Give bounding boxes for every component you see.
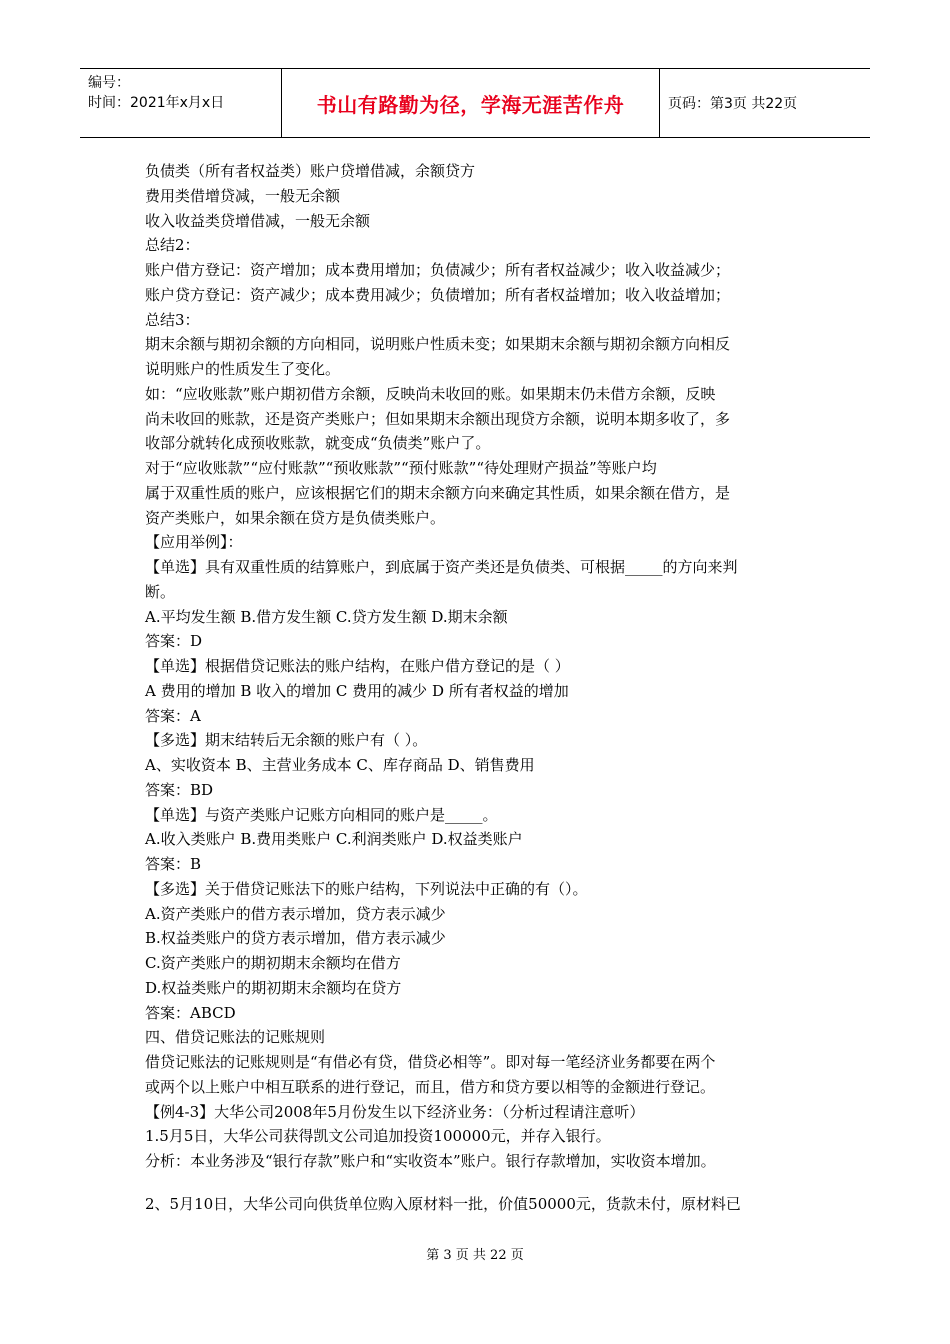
body-line: 收入收益类贷增借减，一般无余额: [145, 211, 371, 230]
body-line: 属于双重性质的账户，应该根据它们的期末余额方向来确定其性质，如果余额在借方，是: [145, 483, 731, 502]
body-line: 2、5月10日，大华公司向供货单位购入原材料一批，价值50000元，货款未付，原材料已: [145, 1194, 741, 1213]
body-line: 【多选】期末结转后无余额的账户有（ ）。: [145, 731, 428, 750]
document-date-label: 时间：2021年x月x日: [88, 95, 225, 111]
header-page-label: 页码：第3页 共22页: [668, 96, 798, 112]
body-line: 答案：BD: [145, 780, 214, 799]
body-line: 【多选】关于借贷记账法下的账户结构，下列说法中正确的有（）。: [145, 879, 588, 898]
body-line: 1.5月5日，大华公司获得凯文公司追加投资100000元，并存入银行。: [145, 1127, 611, 1146]
body-line: 或两个以上账户中相互联系的进行登记，而且，借方和贷方要以相等的金额进行登记。: [145, 1077, 716, 1096]
header-info-cell: [80, 69, 282, 137]
body-line: 说明账户的性质发生了变化。: [145, 360, 341, 378]
document-body: [145, 159, 813, 1217]
body-line: 账户借方登记：资产增加；成本费用增加；负债减少；所有者权益减少；收入收益减少；: [145, 261, 731, 279]
body-line: A 费用的增加 B 收入的增加 C 费用的减少 D 所有者权益的增加: [145, 681, 569, 700]
body-line: D.权益类账户的期初期末余额均在贷方: [145, 978, 402, 997]
body-line: 答案：ABCD: [145, 1003, 236, 1022]
body-line: 【单选】与资产类账户记账方向相同的账户是_____。: [145, 805, 498, 824]
body-line: 对于“应收账款”“应付账款”“预收账款”“预付账款”“待处理财产损益”等账户均: [145, 459, 657, 477]
header-motto: 书山有路勤为径，学海无涯苦作舟: [316, 92, 625, 117]
page-footer: 第 3 页 共 22 页: [426, 1248, 524, 1263]
body-line: A、实收资本 B、主营业务成本 C、库存商品 D、销售费用: [145, 756, 535, 774]
header-motto-cell: [282, 69, 660, 137]
document-number-label: 编号：: [88, 75, 130, 91]
body-line: 【单选】根据借贷记账法的账户结构，在账户借方登记的是（ ）: [145, 657, 570, 675]
body-line: 收部分就转化成预收账款，就变成“负债类”账户了。: [145, 434, 491, 453]
body-line: 【应用举例】：: [145, 533, 243, 552]
body-line: 负债类（所有者权益类）账户贷增借减，余额贷方: [145, 162, 476, 180]
body-line: A.资产类账户的借方表示增加，贷方表示减少: [145, 904, 446, 923]
body-line: B.权益类账户的贷方表示增加，借方表示减少: [145, 929, 446, 948]
body-line: 总结2：: [145, 236, 200, 255]
body-line: 尚未收回的账款，还是资产类账户；但如果期末余额出现贷方余额，说明本期多收了，多: [145, 409, 731, 428]
body-line: 账户贷方登记：资产减少；成本费用减少；负债增加；所有者权益增加；收入收益增加；: [145, 285, 731, 304]
body-line: A.收入类账户 B.费用类账户 C.利润类账户 D.权益类账户: [145, 830, 523, 849]
body-line: 答案：B: [145, 855, 202, 873]
body-line: 期末余额与期初余额的方向相同，说明账户性质未变；如果期末余额与期初余额方向相反: [145, 335, 731, 354]
body-line: 答案：A: [145, 706, 201, 725]
body-line: 分析：本业务涉及“银行存款”账户和“实收资本”账户。银行存款增加，实收资本增加。: [145, 1152, 716, 1170]
body-line: C.资产类账户的期初期末余额均在借方: [145, 954, 401, 972]
page-header: [80, 68, 870, 138]
body-line: 【例4-3】大华公司2008年5月份发生以下经济业务：（分析过程请注意听）: [145, 1102, 645, 1121]
body-line: 如：“应收账款”账户期初借方余额，反映尚未收回的账。如果期末仍未借方余额，反映: [145, 384, 716, 403]
body-line: 借贷记账法的记账规则是“有借必有贷，借贷必相等”。即对每一笔经济业务都要在两个: [145, 1053, 716, 1071]
body-line: 四、借贷记账法的记账规则: [145, 1028, 326, 1047]
body-line: 答案：D: [145, 632, 203, 651]
body-line: A.平均发生额 B.借方发生额 C.贷方发生额 D.期末余额: [145, 607, 508, 626]
body-line: 断。: [145, 582, 176, 601]
body-line: 费用类借增贷减，一般无余额: [145, 186, 341, 205]
body-line: 总结3：: [145, 310, 200, 329]
body-line: 资产类账户，如果余额在贷方是负债类账户。: [145, 508, 446, 527]
body-line: 【单选】具有双重性质的结算账户，到底属于资产类还是负债类、可根据_____的方向来判: [145, 558, 738, 576]
